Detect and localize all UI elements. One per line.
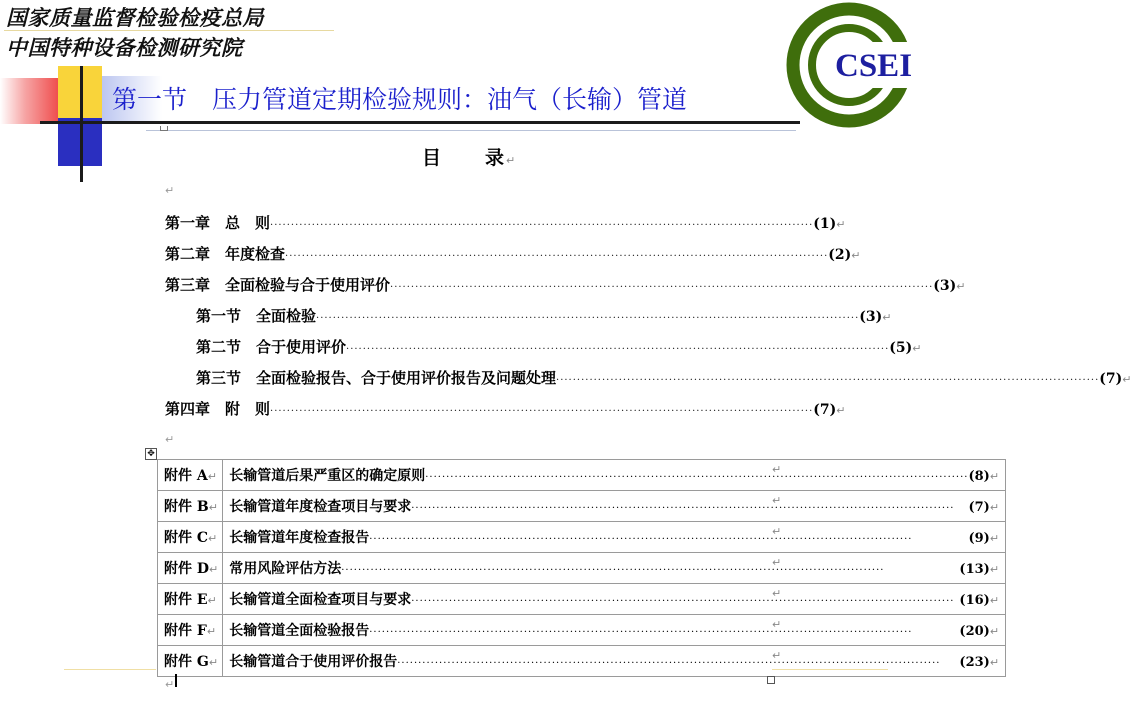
paragraph-mark: ↵ (165, 433, 175, 446)
appendix-title-cell[interactable] (223, 646, 1006, 677)
appendix-code: 附件 D (164, 561, 210, 577)
appendix-page: (8) (968, 469, 990, 484)
toc-entry-label: 第二章 年度检查 (165, 245, 286, 263)
row-end-mark: ↵ (772, 618, 782, 631)
appendix-page: (20) (959, 624, 990, 639)
toc-entry (165, 398, 846, 420)
footer-rule-right (772, 669, 888, 670)
paragraph-mark: ↵ (956, 280, 966, 293)
paragraph-mark: ↵ (165, 678, 175, 691)
toc-entry-label: 第二节 合于使用评价 (196, 338, 347, 356)
paragraph-mark: ↵ (206, 625, 217, 638)
toc-leader-dots (556, 375, 1099, 386)
table-row (158, 584, 1006, 615)
toc-entry-page: (5) (889, 340, 913, 356)
appendix-page: (7) (968, 500, 990, 515)
toc-leader-dots (270, 406, 813, 417)
toc-entry-label: 第三节 全面检验报告、合于使用评价报告及问题处理 (196, 369, 557, 387)
toc-subentry (196, 305, 892, 327)
table-row (158, 460, 1006, 491)
appendix-code-cell[interactable] (158, 584, 223, 615)
appendix-page: (9) (968, 531, 990, 546)
appendix-page: (23) (959, 655, 990, 670)
paragraph-mark: ↵ (912, 342, 922, 355)
appendix-code: 附件 G (164, 654, 209, 670)
toc-entry-page: (7) (813, 402, 837, 418)
paragraph-mark: ↵ (836, 404, 846, 417)
toc-entry (165, 212, 846, 234)
table-row (158, 615, 1006, 646)
appendix-code-cell[interactable] (158, 646, 223, 677)
appendix-code: 附件 E (164, 592, 208, 608)
appendix-table (157, 459, 1006, 677)
decor-horizontal-line (40, 121, 800, 124)
slide-title: 第一节 压力管道定期检验规则：油气（长输）管道 (112, 85, 688, 114)
row-end-mark: ↵ (772, 649, 782, 662)
toc-leader-dots (425, 472, 968, 483)
appendix-code-cell[interactable] (158, 615, 223, 646)
toc-leader-dots (270, 220, 813, 231)
toc-leader-dots (369, 534, 968, 545)
toc-leader-dots (390, 282, 933, 293)
appendix-code-cell[interactable] (158, 460, 223, 491)
appendix-page: (13) (959, 562, 990, 577)
appendix-title-cell[interactable] (223, 553, 1006, 584)
paragraph-mark: ↵ (989, 470, 1000, 483)
toc-leader-dots (341, 565, 959, 576)
paragraph-mark: ↵ (851, 249, 861, 262)
toc-entry-page: (2) (828, 247, 852, 263)
paragraph-mark: ↵ (207, 594, 217, 607)
appendix-title: 长输管道合于使用评价报告 (229, 654, 398, 670)
toc-entry (165, 274, 966, 296)
appendix-title: 长输管道年度检查项目与要求 (229, 499, 412, 515)
appendix-title-cell[interactable] (223, 491, 1006, 522)
text-cursor (175, 674, 177, 687)
header-divider (4, 30, 334, 31)
toc-entry-label: 第一节 全面检验 (196, 307, 317, 325)
paragraph-mark: ↵ (882, 311, 892, 324)
paragraph-mark: ↵ (165, 184, 175, 197)
paragraph-mark: ↵ (506, 154, 518, 167)
page-corner-mark (160, 126, 168, 131)
appendix-code-cell[interactable] (158, 553, 223, 584)
org-name-line2: 中国特种设备检测研究院 (6, 36, 243, 60)
title-underline (146, 130, 796, 131)
appendix-code: 附件 B (164, 499, 209, 515)
toc-leader-dots (316, 313, 859, 324)
toc-entry-label: 第四章 附 则 (165, 400, 271, 418)
row-end-mark: ↵ (772, 587, 782, 600)
toc-subentry (196, 336, 922, 358)
toc-entry-label: 第三章 全面检验与合于使用评价 (165, 276, 391, 294)
paragraph-mark: ↵ (989, 532, 1000, 545)
appendix-code-cell[interactable] (158, 522, 223, 553)
paragraph-mark: ↵ (208, 656, 219, 669)
toc-entry-label: 第一章 总 则 (165, 214, 271, 232)
paragraph-mark: ↵ (989, 501, 1000, 514)
appendix-title-cell[interactable] (223, 615, 1006, 646)
logo-text: CSEI (835, 48, 913, 84)
row-end-mark: ↵ (772, 494, 782, 507)
appendix-title: 长输管道后果严重区的确定原则 (229, 468, 426, 484)
paragraph-mark: ↵ (209, 563, 219, 576)
table-resize-handle[interactable] (767, 676, 775, 684)
paragraph-mark: ↵ (836, 218, 846, 231)
appendix-code: 附件 F (164, 623, 207, 639)
toc-entry-page: (1) (813, 216, 837, 232)
appendix-title: 长输管道全面检查项目与要求 (229, 592, 412, 608)
toc-leader-dots (397, 658, 959, 669)
appendix-title: 长输管道年度检查报告 (229, 530, 370, 546)
table-row (158, 522, 1006, 553)
paragraph-mark: ↵ (1122, 373, 1131, 386)
row-end-mark: ↵ (772, 463, 782, 476)
appendix-title-cell[interactable] (223, 584, 1006, 615)
paragraph-mark: ↵ (208, 501, 218, 514)
row-end-mark: ↵ (772, 556, 782, 569)
paragraph-mark: ↵ (989, 563, 1000, 576)
appendix-title: 常用风险评估方法 (229, 561, 342, 577)
paragraph-mark: ↵ (208, 532, 218, 545)
toc-leader-dots (369, 627, 959, 638)
appendix-code: 附件 C (164, 530, 209, 546)
table-row (158, 553, 1006, 584)
toc-entry (165, 243, 861, 265)
toc-subentry (196, 367, 1131, 389)
toc-heading (422, 143, 517, 170)
appendix-title-cell[interactable] (223, 522, 1006, 553)
toc-leader-dots (346, 344, 889, 355)
paragraph-mark: ↵ (989, 656, 1000, 669)
toc-leader-dots (411, 596, 959, 607)
toc-entry-page: (7) (1099, 371, 1123, 387)
paragraph-mark: ↵ (989, 594, 1000, 607)
appendix-page: (16) (959, 593, 990, 608)
appendix-code: 附件 A (164, 468, 208, 484)
footer-rule-left (64, 669, 156, 670)
toc-leader-dots (285, 251, 828, 262)
table-move-handle-icon[interactable]: ✥ (145, 448, 157, 460)
appendix-code-cell[interactable] (158, 491, 223, 522)
row-end-mark: ↵ (772, 525, 782, 538)
appendix-title: 长输管道全面检验报告 (229, 623, 370, 639)
appendix-title-cell[interactable] (223, 460, 1006, 491)
table-row (158, 646, 1006, 677)
toc-heading-text: 目 录 (422, 147, 507, 169)
paragraph-mark: ↵ (207, 470, 217, 483)
paragraph-mark: ↵ (989, 625, 1000, 638)
toc-entry-page: (3) (859, 309, 883, 325)
toc-leader-dots (411, 503, 968, 514)
org-name-line1: 国家质量监督检验检疫总局 (6, 6, 264, 30)
table-row (158, 491, 1006, 522)
toc-entry-page: (3) (933, 278, 957, 294)
decor-vertical-line (80, 66, 83, 182)
